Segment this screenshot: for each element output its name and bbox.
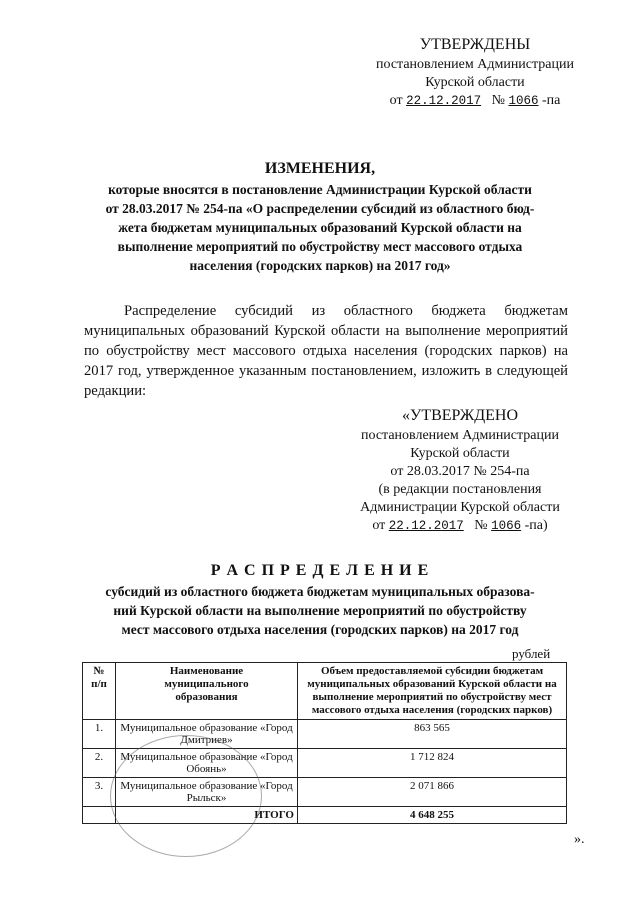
approved-date-line: от 22.12.2017 № 1066 -па <box>389 93 561 108</box>
distribution-subtitle: субсидий из областного бюджета бюджетам муниципальных образова- ний Курской области на выполнение мероприятий по обустройству мест массового отдыха населения (городских парков) на 2017 год <box>105 584 535 637</box>
total-label: ИТОГО <box>116 807 298 824</box>
approved-number: 1066 <box>508 94 539 108</box>
approval-header <box>350 34 600 110</box>
table-row: 2. Муниципальное образование «Город Обоянь» 1 712 824 <box>83 749 567 778</box>
body-paragraph: Распределение субсидий из областного бюджета бюджетам муниципальных образований Курской области на выполнение мероприятий по обустройству мест массового отдыха населения (городских парков) на 2017 год, утвержденное указанным постановлением, изложить в следующей редакции: <box>84 303 568 399</box>
distribution-heading: Р А С П Р Е Д Е Л Е Н И Е <box>210 562 430 579</box>
changes-subtitle: которые вносятся в постановление Администрации Курской области от 28.03.2017 № 254-па «О распределении субсидий из областного бюд- жета бюджетам муниципальных образований Курской области на выполнение мероприятий по обустройству мест массового отдыха населения (городских парков) на 2017 год» <box>105 182 535 273</box>
stamp-seal <box>110 735 262 857</box>
approval-block-2: «УТВЕРЖДЕНО постановлением Администрации Курской области от 28.03.2017 № 254-па (в редакции постановления Администрации Курской области от 22.12.2017 № 1066 -па) <box>330 405 590 535</box>
approved2-date: 22.12.2017 <box>388 519 464 533</box>
approved2-title: «УТВЕРЖДЕНО <box>401 407 518 424</box>
col-header-num: № п/п <box>83 663 116 720</box>
col-header-sum: Объем предоставляемой субсидии бюджетам муниципальных образований Курской области на выполнение мероприятий по обустройству мест массового отдыха населения (городских парков) <box>298 663 567 720</box>
col-header-name: Наименование муниципального образования <box>116 663 298 720</box>
changes-title: ИЗМЕНЕНИЯ, <box>264 160 376 177</box>
approved-line-2: Курской области <box>425 75 525 90</box>
total-value: 4 648 255 <box>298 807 567 824</box>
approved2-date-line: от 22.12.2017 № 1066 -па) <box>372 518 548 533</box>
table-header-row <box>83 663 567 720</box>
approved-line-1: постановлением Администрации <box>376 57 574 72</box>
table-row: 3. Муниципальное образование «Город Рыльск» 2 071 866 <box>83 778 567 807</box>
approved-title: УТВЕРЖДЕНЫ <box>419 36 531 53</box>
table-unit: рублей <box>512 646 551 661</box>
table-row: 1. Муниципальное образование «Город Дмитриев» 863 565 <box>83 720 567 749</box>
approved-date: 22.12.2017 <box>406 94 482 108</box>
closing-quote: ». <box>574 832 585 847</box>
approved2-number: 1066 <box>491 519 522 533</box>
